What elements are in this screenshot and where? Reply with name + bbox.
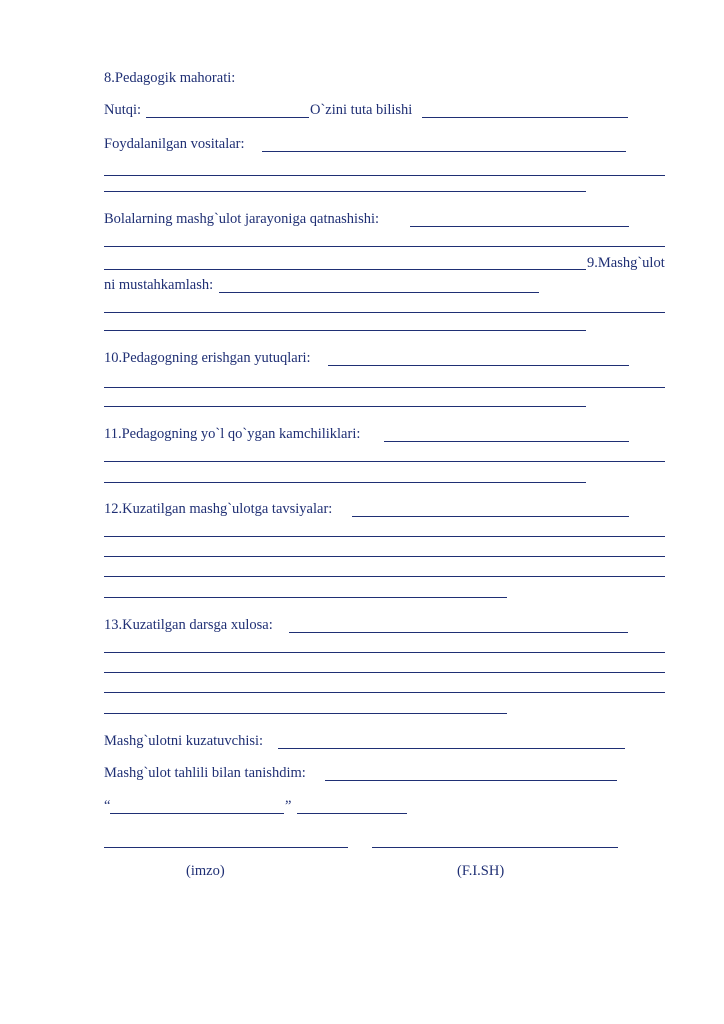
kuzatuvchi-label: Mashg`ulotni kuzatuvchisi: [104, 733, 264, 749]
kamchiliklar-line[interactable] [104, 461, 665, 462]
tavsiyalar-line[interactable] [104, 597, 507, 598]
section-9-heading-cont: ni mustahkamlash: [104, 277, 214, 293]
tavsiyalar-line[interactable] [104, 576, 665, 577]
bolalarning-label: Bolalarning mashg`ulot jarayoniga qatnashishi: [104, 211, 380, 227]
section-12-heading: 12.Kuzatilgan mashg`ulotga tavsiyalar: [104, 501, 333, 517]
section-13-heading: 13.Kuzatilgan darsga xulosa: [104, 617, 273, 633]
yutuqlar-line[interactable] [104, 406, 586, 407]
yutuqlar-line[interactable] [104, 387, 665, 388]
tavsiyalar-line[interactable] [104, 536, 665, 537]
date-quote-open: “ [104, 798, 111, 814]
kuzatuvchi-line[interactable] [278, 748, 625, 749]
nutqi-label: Nutqi: [104, 102, 142, 118]
ozini-tuta-line[interactable] [422, 117, 628, 118]
date-month-line[interactable] [297, 813, 407, 814]
ozini-tuta-label: O`zini tuta bilishi [310, 102, 413, 118]
fish-caption: (F.I.SH) [457, 863, 505, 879]
section-11-heading: 11.Pedagogning yo`l qo`ygan kamchiliklari: [104, 426, 361, 442]
mustahkamlash-line[interactable] [104, 312, 665, 313]
date-day-line[interactable] [110, 813, 284, 814]
xulosa-line[interactable] [104, 692, 665, 693]
signature-line[interactable] [104, 847, 348, 848]
foydalanilgan-label: Foydalanilgan vositalar: [104, 136, 245, 152]
kamchiliklar-line[interactable] [384, 441, 629, 442]
kamchiliklar-line[interactable] [104, 482, 586, 483]
mustahkamlash-line[interactable] [104, 330, 586, 331]
xulosa-line[interactable] [289, 632, 628, 633]
bolalarning-line[interactable] [104, 269, 586, 270]
foydalanilgan-line[interactable] [262, 151, 626, 152]
foydalanilgan-line[interactable] [104, 175, 665, 176]
date-quote-close: ” [285, 798, 292, 814]
section-8-heading: 8.Pedagogik mahorati: [104, 70, 236, 86]
bolalarning-line[interactable] [410, 226, 629, 227]
nutqi-line[interactable] [146, 117, 309, 118]
section-10-heading: 10.Pedagogning erishgan yutuqlari: [104, 350, 311, 366]
xulosa-line[interactable] [104, 713, 507, 714]
foydalanilgan-line[interactable] [104, 191, 586, 192]
tanishdim-line[interactable] [325, 780, 617, 781]
xulosa-line[interactable] [104, 652, 665, 653]
tanishdim-label: Mashg`ulot tahlili bilan tanishdim: [104, 765, 306, 781]
tavsiyalar-line[interactable] [352, 516, 629, 517]
section-9-heading: 9.Mashg`ulot [587, 255, 665, 271]
fish-line[interactable] [372, 847, 618, 848]
tavsiyalar-line[interactable] [104, 556, 665, 557]
mustahkamlash-line[interactable] [219, 292, 539, 293]
xulosa-line[interactable] [104, 672, 665, 673]
imzo-caption: (imzo) [186, 863, 225, 879]
yutuqlar-line[interactable] [328, 365, 629, 366]
bolalarning-line[interactable] [104, 246, 665, 247]
